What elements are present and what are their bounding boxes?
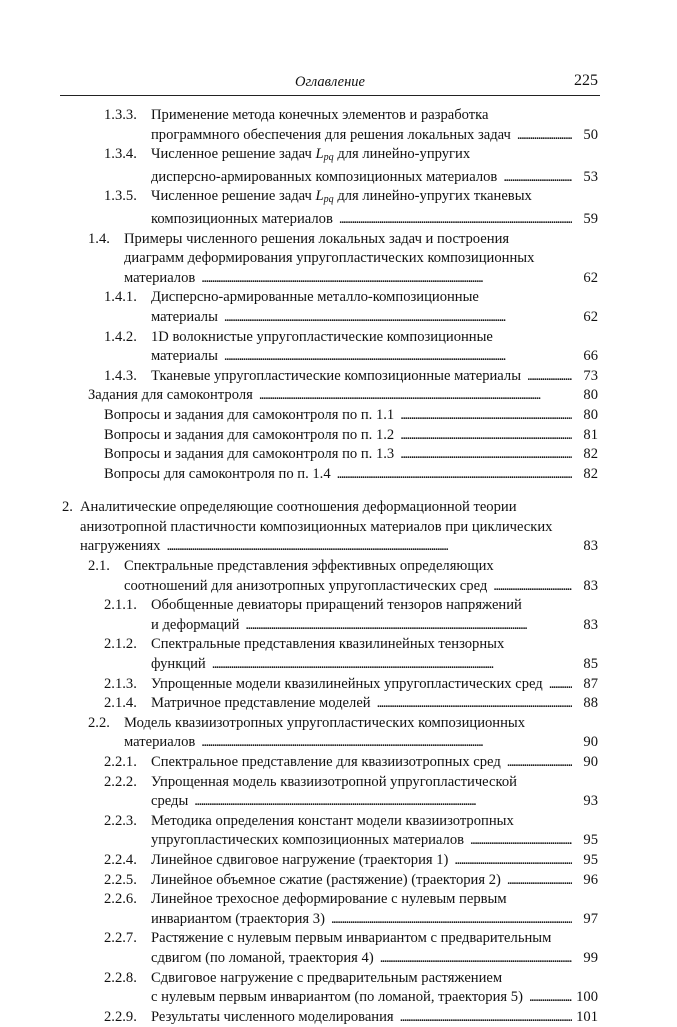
toc-entry-title-line: материалы [151,308,218,325]
toc-entry[interactable] [0,288,677,327]
toc-entry-title-line: нагружениях [80,538,161,555]
toc-entry-page: 66 [583,348,598,365]
toc-entry-page: 73 [583,367,598,384]
toc-entry-title-line: Вопросы и задания для самоконтроля по п. 1.2 [104,426,395,443]
toc-entry-number: 2.2.9. [104,1008,137,1025]
toc-entry[interactable] [0,230,677,289]
toc-entry-page: 62 [583,269,598,286]
toc-entry-title-line: Обобщенные девиаторы приращений тензоров напряжений [151,597,522,614]
toc-entry-page: 97 [583,910,598,927]
toc-entry[interactable] [0,465,677,485]
toc-entry-number: 2.1.2. [104,636,137,653]
toc-entry-title-line: Упрощенные модели квазилинейных упругопластических сред [151,675,543,692]
toc-entry-page: 80 [583,406,598,423]
toc-entry[interactable] [0,498,677,557]
dot-leader [400,426,572,446]
dot-leader [517,126,572,146]
toc-entry-number: 1.3.5. [104,188,137,205]
toc-entry-page: 95 [583,832,598,849]
toc-entry-title-line: диаграмм деформирования упругопластических композиционных [124,250,535,267]
toc-entry-page: 59 [583,210,598,227]
toc-entry[interactable] [0,386,677,406]
toc-entry[interactable] [0,1008,677,1027]
dot-leader [245,616,572,636]
toc-entry[interactable] [0,145,677,187]
toc-entry[interactable] [0,753,677,773]
toc-entry-title-line: Линейное трехосное деформирование с нулевым первым [151,891,507,908]
toc-entry-title-line: дисперсно-армированных композиционных материалов [151,168,498,185]
toc-entry-number: 1.3.3. [104,107,137,123]
toc-entry-page: 82 [583,446,598,463]
toc-entry-number: 2.1.4. [104,695,137,712]
toc-entry-number: 1.4.2. [104,328,137,345]
toc-entry-title-line: Растяжение с нулевым первым инвариантом с предварительным [151,930,552,947]
toc-entry-title-line: 1D волокнистые упругопластические композиционные [151,328,493,345]
toc-entry-title-line: материалов [124,734,196,751]
toc-entry-page: 96 [583,871,598,888]
toc-entry[interactable] [0,106,677,145]
toc-entry-title-line: с нулевым первым инвариантом (по ломаной, траектория 5) [151,989,523,1006]
toc-entry-title-line: анизотропной пластичности композиционных материалов при циклических [80,518,553,535]
toc-entry-page: 90 [583,734,598,751]
toc-entry-page: 53 [583,168,598,185]
toc-entry[interactable] [0,445,677,465]
toc-entry-page: 82 [583,465,598,482]
toc-entry-page: 90 [583,754,598,770]
toc-entry-page: 62 [583,308,598,325]
dot-leader [400,406,572,426]
toc-entry-page: 100 [576,989,598,1006]
toc-entry-page: 83 [583,538,598,555]
table-of-contents [0,106,677,1027]
dot-leader [527,367,572,387]
toc-entry[interactable] [0,426,677,446]
toc-entry-title-line: Численное решение задач $L_{pq}$ для линейно-упругих тканевых [151,188,532,206]
toc-entry-page: 85 [583,656,598,673]
toc-entry[interactable] [0,675,677,695]
toc-entry[interactable] [0,328,677,367]
toc-entry-title-line: материалов [124,269,196,286]
toc-entry-number: 2.2.3. [104,812,137,829]
toc-entry-title-line: Упрощенная модель квазиизотропной упругопластической [151,773,517,790]
toc-entry-number: 2.2.4. [104,851,137,868]
toc-entry[interactable] [0,890,677,929]
toc-entry[interactable] [0,714,677,753]
toc-entry-number: 1.4.3. [104,367,137,384]
toc-entry-title-line: Применение метода конечных элементов и разработка [151,107,489,123]
toc-entry-title-line: среды [151,793,189,810]
dot-leader [331,910,572,930]
dot-leader [201,269,572,289]
toc-entry[interactable] [0,812,677,851]
toc-entry-number: 2.2.7. [104,930,137,947]
toc-entry-title-line: Примеры численного решения локальных задач и построения [124,230,510,247]
toc-entry-number: 2.1.1. [104,597,137,614]
dot-leader [166,537,572,557]
toc-entry-title-line: Спектральные представления эффективных определяющих [124,558,494,575]
toc-entry-number: 2.2. [88,714,110,731]
toc-entry-title-line: упругопластических композиционных материалов [151,832,465,849]
toc-entry[interactable] [0,557,677,596]
toc-entry-page: 95 [583,851,598,868]
dot-leader [529,988,572,1008]
toc-entry-title-line: функций [151,656,206,673]
toc-entry-page: 81 [583,426,598,443]
dot-leader [493,577,572,597]
toc-entry[interactable] [0,871,677,891]
toc-entry-page: 80 [583,387,598,404]
toc-entry-page: 87 [583,675,598,692]
toc-entry-page: 83 [583,577,598,594]
dot-leader [400,1008,572,1027]
toc-entry[interactable] [0,367,677,387]
toc-entry-title-line: Задания для самоконтроля [88,387,253,404]
toc-entry-page: 93 [583,793,598,810]
toc-entry-title-line: Аналитические определяющие соотношения деформационной теории [80,499,517,516]
dot-leader [339,210,572,230]
toc-entry-number: 2.2.6. [104,891,137,908]
toc-entry-title-line: Результаты численного моделирования [151,1008,394,1025]
toc-entry-title-line: композиционных материалов [151,210,333,227]
toc-entry[interactable] [0,851,677,871]
toc-entry-number: 2.1.3. [104,675,137,692]
dot-leader [507,753,572,773]
toc-entry-page: 101 [576,1008,598,1025]
toc-entry-number: 2.1. [88,558,110,575]
toc-entry-title-line: Дисперсно-армированные металло-композиционные [151,289,479,306]
running-title: Оглавление [295,74,365,90]
dot-leader [224,308,572,328]
toc-entry-title-line: инвариантом (траектория 3) [151,910,325,927]
toc-entry-title-line: Сдвиговое нагружение с предварительным растяжением [151,969,503,986]
dot-leader [549,675,572,695]
dot-leader [507,871,572,891]
toc-entry[interactable] [0,596,677,635]
toc-entry-number: 2.2.2. [104,773,137,790]
toc-entry-title-line: Вопросы и задания для самоконтроля по п. 1.3 [104,446,395,463]
toc-entry-title-line: Тканевые упругопластические композиционные материалы [151,367,521,384]
dot-leader [201,733,572,753]
dot-leader [337,465,572,485]
toc-entry-page: 50 [583,126,598,143]
section-gap [0,484,677,498]
dot-leader [454,851,572,871]
toc-entry-number: 1.4.1. [104,289,137,306]
toc-entry-title-line: Спектральное представление для квазиизотропных сред [151,754,501,770]
toc-entry-title-line: Линейное объемное сжатие (растяжение) (траектория 2) [151,871,501,888]
page-header [60,72,600,96]
header-rule [60,95,600,96]
toc-entry-title-line: Вопросы и задания для самоконтроля по п. 1.1 [104,406,395,423]
toc-entry[interactable] [0,635,677,674]
dot-leader [503,168,572,188]
toc-entry-title-line: сдвигом (по ломаной, траектория 4) [151,949,374,966]
toc-entry-title-line: Линейное сдвиговое нагружение (траектория 1) [151,851,449,868]
toc-entry-number: 2.2.5. [104,871,137,888]
page-number: 225 [574,72,598,89]
toc-entry-number: 1.3.4. [104,146,137,163]
toc-entry[interactable] [0,694,677,714]
toc-entry[interactable] [0,187,677,229]
toc-entry-number: 1.4. [88,230,110,247]
toc-entry-page: 88 [583,695,598,712]
dot-leader [377,694,572,714]
toc-entry[interactable] [0,969,677,1008]
dot-leader [380,949,572,969]
dot-leader [212,655,572,675]
dot-leader [470,831,572,851]
toc-entry-title-line: Модель квазиизотропных упругопластических композиционных [124,714,526,731]
dot-leader [400,445,572,465]
dot-leader [259,386,572,406]
toc-entry-number: 2.2.8. [104,969,137,986]
toc-entry-title-line: соотношений для анизотропных упругопластических сред [124,577,488,594]
toc-entry-title-line: Матричное представление моделей [151,695,371,712]
toc-entry-page: 83 [583,616,598,633]
toc-entry-title-line: Вопросы для самоконтроля по п. 1.4 [104,465,331,482]
toc-entry-title-line: Численное решение задач $L_{pq}$ для линейно-упругих [151,146,471,164]
toc-entry[interactable] [0,406,677,426]
toc-entry-title-line: и деформаций [151,616,240,633]
toc-entry[interactable] [0,773,677,812]
dot-leader [224,347,572,367]
toc-entry-title-line: программного обеспечения для решения локальных задач [151,126,511,143]
toc-entry-title-line: материалы [151,348,218,365]
toc-entry[interactable] [0,929,677,968]
toc-entry-number: 2.2.1. [104,754,137,770]
toc-entry-number: 2. [62,499,73,516]
toc-entry-title-line: Спектральные представления квазилинейных тензорных [151,636,505,653]
toc-entry-title-line: Методика определения констант модели квазиизотропных [151,812,514,829]
toc-entry-page: 99 [583,949,598,966]
dot-leader [194,792,572,812]
